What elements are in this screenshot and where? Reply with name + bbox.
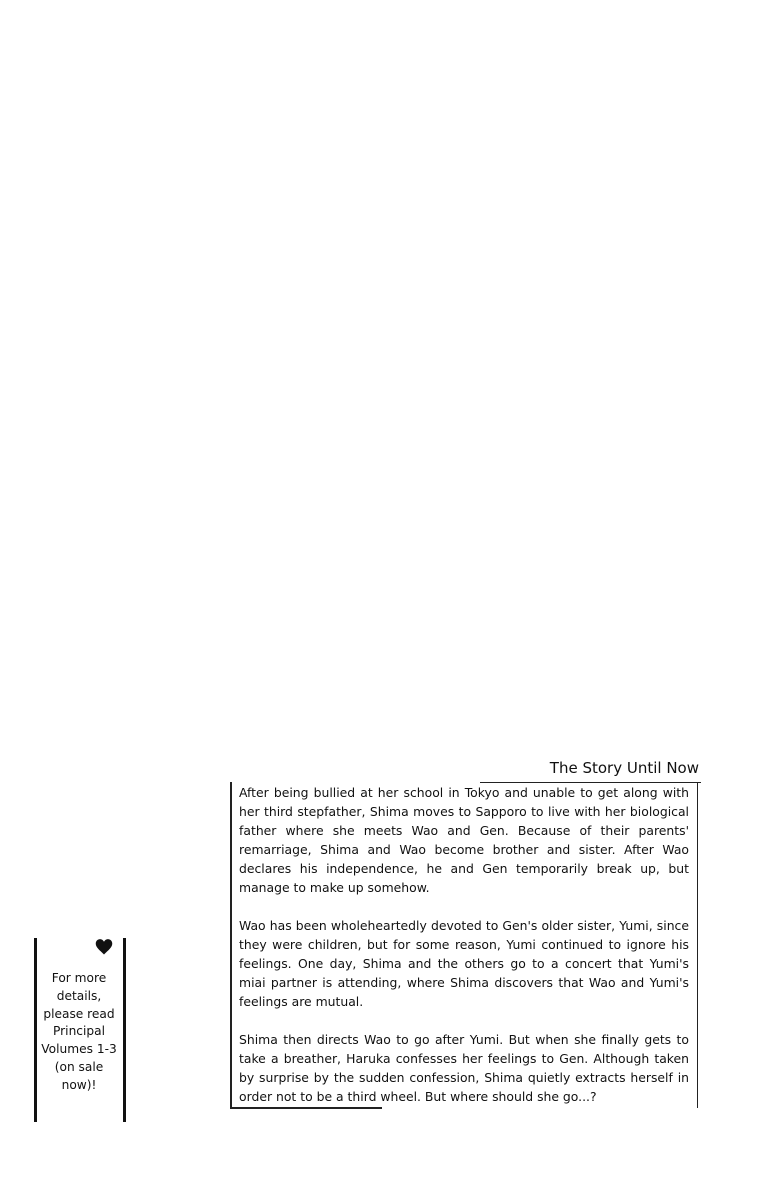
note-line: details, [56, 988, 102, 1003]
story-left-rule [230, 782, 232, 1108]
note-right-rule [123, 938, 126, 1122]
note-line: now)! [61, 1077, 97, 1092]
story-right-rule [697, 782, 699, 1108]
heart-icon [95, 938, 113, 956]
story-text [239, 783, 689, 1106]
volumes-note [34, 938, 126, 1122]
story-header [480, 758, 701, 783]
story-bottom-rule [230, 1107, 382, 1109]
story-summary-box [230, 782, 698, 1108]
story-paragraph-2: Wao has been wholeheartedly devoted to Gen's older sister, Yumi, since they were children, but for some reason, Yumi continued to ignore his feelings. One day, Shima and the others go to a concert that Yumi's miai partner is attending, where Shima discovers that Wao and Yumi's feelings are mutual. [239, 918, 689, 1009]
note-line: For more [51, 971, 107, 985]
story-paragraph-1: After being bullied at her school in Tokyo and unable to get along with her third stepfather, Shima moves to Sapporo to live with her biological father where she meets Wao and Gen. Because of their parents' remarriage, Shima and Wao become brother and sister. After Wao declares his independence, he and Gen temporarily break up, but manage to make up somehow. [239, 785, 689, 895]
note-line: please read [43, 1006, 115, 1021]
story-paragraph-3: Shima then directs Wao to go after Yumi. But when she finally gets to take a breather, Haruka confesses her feelings to Gen. Although taken by surprise by the sudden confession, Shima quietly extracts herself in order not to be a third wheel. But where should she go...? [239, 1032, 689, 1104]
note-line: Principal [53, 1024, 105, 1039]
story-title: The Story Until Now [549, 759, 699, 777]
note-line: Volumes 1-3 [41, 1042, 117, 1057]
note-line: (on sale [54, 1059, 104, 1074]
note-text [36, 970, 122, 1095]
